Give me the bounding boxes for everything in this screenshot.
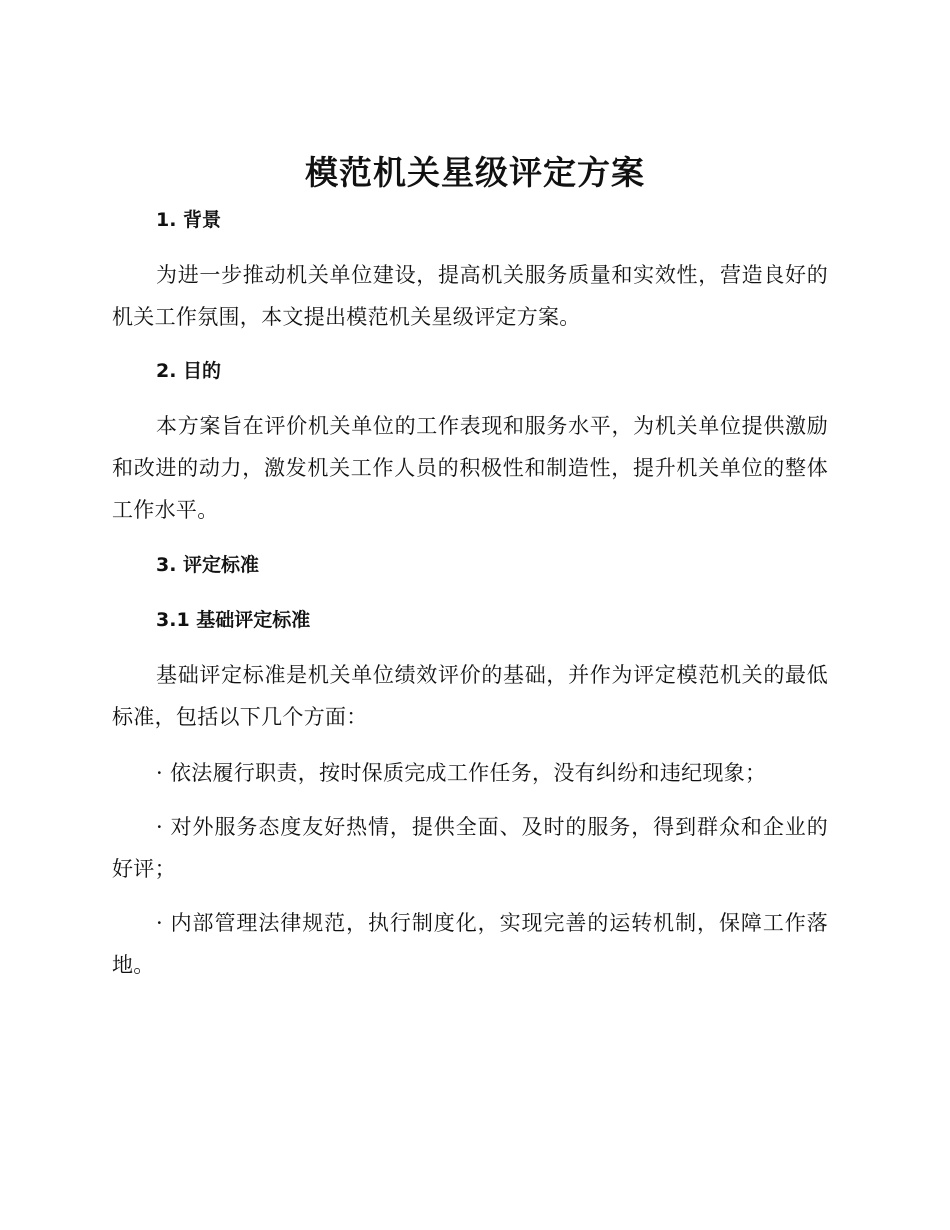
criteria-list-item: · 对外服务态度友好热情，提供全面、及时的服务，得到群众和企业的好评； [112,815,828,881]
criteria-list-item: · 依法履行职责，按时保质完成工作任务，没有纠纷和违纪现象； [156,761,767,785]
document-title: 模范机关星级评定方案 [305,153,645,192]
section-heading-background: 1. 背景 [156,209,222,231]
subsection-heading-basic-criteria: 3.1 基础评定标准 [156,609,311,631]
background-paragraph: 为进一步推动机关单位建设，提高机关服务质量和实效性，营造良好的机关工作氛围，本文提出模范机关星级评定方案。 [112,263,828,329]
criteria-list-item: · 内部管理法律规范，执行制度化，实现完善的运转机制，保障工作落地。 [112,911,828,977]
section-heading-purpose: 2. 目的 [156,360,222,382]
basic-criteria-paragraph: 基础评定标准是机关单位绩效评价的基础，并作为评定模范机关的最低标准，包括以下几个方面： [112,663,828,729]
purpose-paragraph: 本方案旨在评价机关单位的工作表现和服务水平，为机关单位提供激励和改进的动力，激发机关工作人员的积极性和制造性，提升机关单位的整体工作水平。 [112,414,828,522]
section-heading-criteria: 3. 评定标准 [156,554,260,576]
